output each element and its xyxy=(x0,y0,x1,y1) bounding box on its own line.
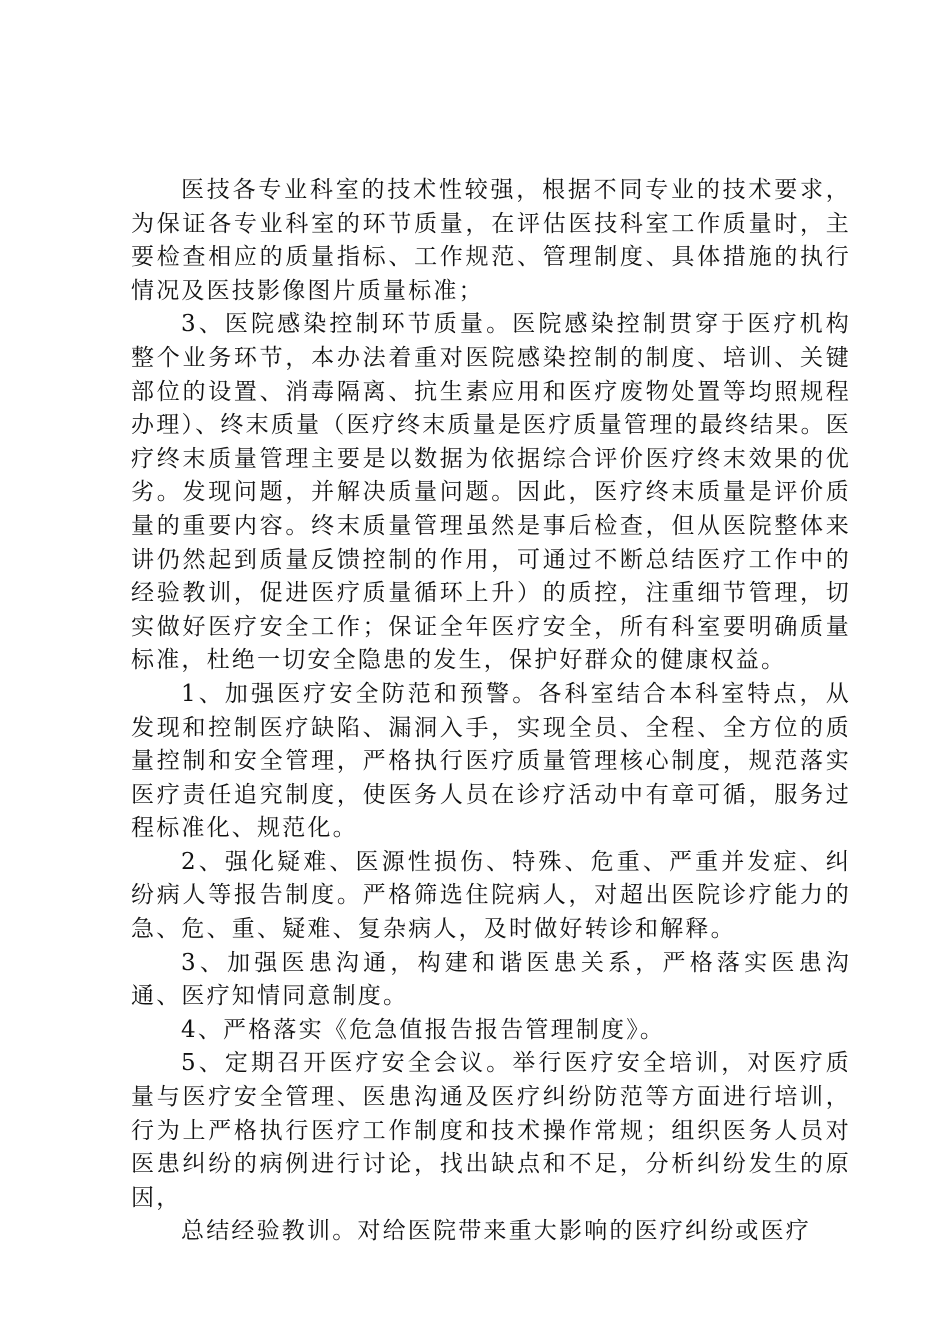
paragraph-1: 3、医院感染控制环节质量。医院感染控制贯穿于医疗机构整个业务环节，本办法着重对医院感染控制的制度、培训、关键部位的设置、消毒隔离、抗生素应用和医疗废物处置等均照规程办理）、终末质量（医疗终末质量是医疗质量管理的最终结果。医疗终末质量管理主要是以数据为依据综合评价医疗终末效果的优劣。发现问题，并解决质量问题。因此，医疗终末质量是评价质量的重要内容。终末质量管理虽然是事后检查，但从医院整体来讲仍然起到质量反馈控制的作用，可通过不断总结医疗工作中的经验教训，促进医疗质量循环上升）的质控，注重细节管理，切实做好医疗安全工作；保证全年医疗安全，所有科室要明确质量标准，杜绝一切安全隐患的发生，保护好群众的健康权益。 xyxy=(131,311,851,674)
paragraph-2: 1、加强医疗安全防范和预警。各科室结合本科室特点，从发现和控制医疗缺陷、漏洞入手，实现全员、全程、全方位的质量控制和安全管理，严格执行医疗质量管理核心制度，规范落实医疗责任追究制度，使医务人员在诊疗活动中有章可循，服务过程标准化、规范化。 xyxy=(131,680,851,842)
paragraph-4: 3、加强医患沟通，构建和谐医患关系，严格落实医患沟通、医疗知情同意制度。 xyxy=(131,949,851,1010)
paragraph-6: 5、定期召开医疗安全会议。举行医疗安全培训，对医疗质量与医疗安全管理、医患沟通及医疗纠纷防范等方面进行培训，行为上严格执行医疗工作制度和技术操作常规；组织医务人员对医患纠纷的病例进行讨论，找出缺点和不足，分析纠纷发生的原因， xyxy=(131,1050,851,1211)
paragraph-0: 医技各专业科室的技术性较强，根据不同专业的技术要求，为保证各专业科室的环节质量，在评估医技科室工作质量时，主要检查相应的质量指标、工作规范、管理制度、具体措施的执行情况及医技影像图片质量标准； xyxy=(131,177,851,304)
paragraph-3: 2、强化疑难、医源性损伤、特殊、危重、严重并发症、纠纷病人等报告制度。严格筛选住院病人，对超出医院诊疗能力的急、危、重、疑难、复杂病人，及时做好转诊和解释。 xyxy=(131,848,851,943)
paragraph-5: 4、严格落实《危急值报告报告管理制度》。 xyxy=(181,1016,666,1043)
paragraph-7: 总结经验教训。对给医院带来重大影响的医疗纠纷或医疗 xyxy=(181,1218,811,1245)
document-body xyxy=(131,174,851,1249)
